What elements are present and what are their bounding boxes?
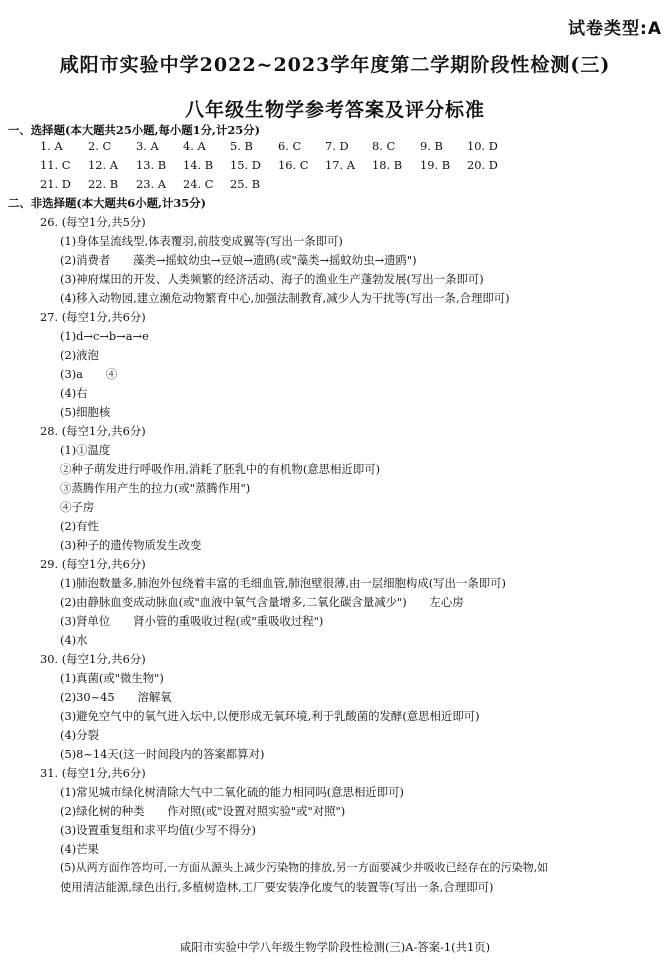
answer-line: (2)绿化树的种类 作对照(或"设置对照实验"或"对照") (60, 804, 346, 818)
mc-answer: 13. B (136, 158, 167, 172)
mc-answer: 25. B (230, 177, 261, 191)
answer-line: ③蒸腾作用产生的拉力(或"蒸腾作用") (60, 481, 251, 495)
section1-heading: 一、选择题(本大题共25小题,每小题1分,计25分) (8, 123, 260, 137)
question-31-heading: 31. (每空1分,共6分) (40, 766, 146, 780)
mc-answer: 1. A (40, 139, 63, 153)
question-28-heading: 28. (每空1分,共6分) (40, 424, 146, 438)
mc-answer: 8. C (372, 139, 396, 153)
answer-line: (2)有性 (60, 519, 99, 533)
mc-answer: 22. B (88, 177, 119, 191)
mc-answer: 2. C (88, 139, 112, 153)
answer-line: (2)消费者 藻类→摇蚊幼虫→豆娘→遗鸥(或"藻类→摇蚊幼虫→遗鸥") (60, 253, 417, 267)
section2-heading: 二、非选择题(本大题共6小题,计35分) (8, 196, 206, 210)
answer-line: (4)芒果 (60, 842, 99, 856)
answer-line: (3)设置重复组和求平均值(少写不得分) (60, 823, 256, 837)
answer-line: (2)液泡 (60, 348, 99, 362)
answer-line: (1)d→c→b→a→e (60, 329, 149, 343)
mc-answer: 6. C (278, 139, 302, 153)
question-29-heading: 29. (每空1分,共6分) (40, 557, 146, 571)
answer-line: (4)右 (60, 386, 88, 400)
page-footer: 咸阳市实验中学八年级生物学阶段性检测(三)A-答案-1(共1页) (179, 940, 491, 954)
answer-line: (1)常见城市绿化树清除大气中二氧化硫的能力相同吗(意思相近即可) (60, 785, 404, 799)
mc-answer: 4. A (183, 139, 206, 153)
answer-line: ④子房 (60, 500, 95, 514)
mc-answer: 14. B (183, 158, 214, 172)
answer-line: (1)肺泡数量多,肺泡外包绕着丰富的毛细血管,肺泡壁很薄,由一层细胞构成(写出一条即可) (60, 576, 506, 590)
answer-line: (1)真菌(或"微生物") (60, 671, 164, 685)
answer-line: 使用清洁能源,绿色出行,多植树造林,工厂要安装净化废气的装置等(写出一条,合理即可) (60, 880, 494, 894)
answer-line: (5)从两方面作答均可,一方面从源头上减少污染物的排放,另一方面要减少并吸收已经存在的污染物,如 (60, 861, 549, 874)
answer-line: (4)移入动物园,建立濒危动物繁育中心,加强法制教育,减少人为干扰等(写出一条,合理即可) (60, 291, 510, 305)
mc-answer: 5. B (230, 139, 253, 153)
paper-type-label: 试卷类型:A (568, 19, 662, 39)
question-26-heading: 26. (每空1分,共5分) (40, 215, 146, 229)
mc-answer: 18. B (372, 158, 403, 172)
answer-line: (3)避免空气中的氧气进入坛中,以便形成无氧环境,利于乳酸菌的发酵(意思相近即可) (60, 709, 480, 723)
answer-line: (2)由静脉血变成动脉血(或"血液中氧气含量增多,二氧化碳含量减少") 左心房 (60, 595, 464, 609)
answer-key-title: 八年级生物学参考答案及评分标准 (184, 99, 485, 121)
answer-line: (3)神府煤田的开发、人类频繁的经济活动、海子的渔业生产蓬勃发展(写出一条即可) (60, 272, 484, 286)
mc-answer: 24. C (183, 177, 214, 191)
mc-answer: 23. A (136, 177, 166, 191)
answer-line: (3)a ④ (60, 367, 118, 381)
answer-line: (3)种子的遗传物质发生改变 (60, 538, 202, 552)
mc-answer: 7. D (325, 139, 349, 153)
mc-answer: 3. A (136, 139, 159, 153)
mc-answer: 16. C (278, 158, 309, 172)
mc-answer: 12. A (88, 158, 118, 172)
answer-line: (5)细胞核 (60, 405, 111, 419)
answer-line: ②种子萌发进行呼吸作用,消耗了胚乳中的有机物(意思相近即可) (60, 462, 381, 476)
answer-line: (5)8~14天(这一时间段内的答案都算对) (60, 747, 265, 761)
mc-answer: 21. D (40, 177, 71, 191)
mc-answer: 11. C (40, 158, 71, 172)
mc-answer: 15. D (230, 158, 261, 172)
mc-answer: 9. B (420, 139, 443, 153)
answer-line: (1)身体呈流线型,体表覆羽,前肢变成翼等(写出一条即可) (60, 234, 343, 248)
question-27-heading: 27. (每空1分,共6分) (40, 310, 146, 324)
answer-line: (1)①温度 (60, 443, 111, 457)
mc-answer: 10. D (467, 139, 498, 153)
answer-line: (4)分裂 (60, 728, 99, 742)
answer-line: (2)30~45 溶解氧 (60, 690, 172, 704)
answer-line: (4)水 (60, 633, 88, 647)
mc-answer: 19. B (420, 158, 451, 172)
mc-answer: 17. A (325, 158, 355, 172)
answer-line: (3)肾单位 肾小管的重吸收过程(或"重吸收过程") (60, 614, 324, 628)
question-30-heading: 30. (每空1分,共6分) (40, 652, 146, 666)
exam-title: 咸阳市实验中学2022~2023学年度第二学期阶段性检测(三) (59, 54, 611, 76)
mc-answer: 20. D (467, 158, 498, 172)
